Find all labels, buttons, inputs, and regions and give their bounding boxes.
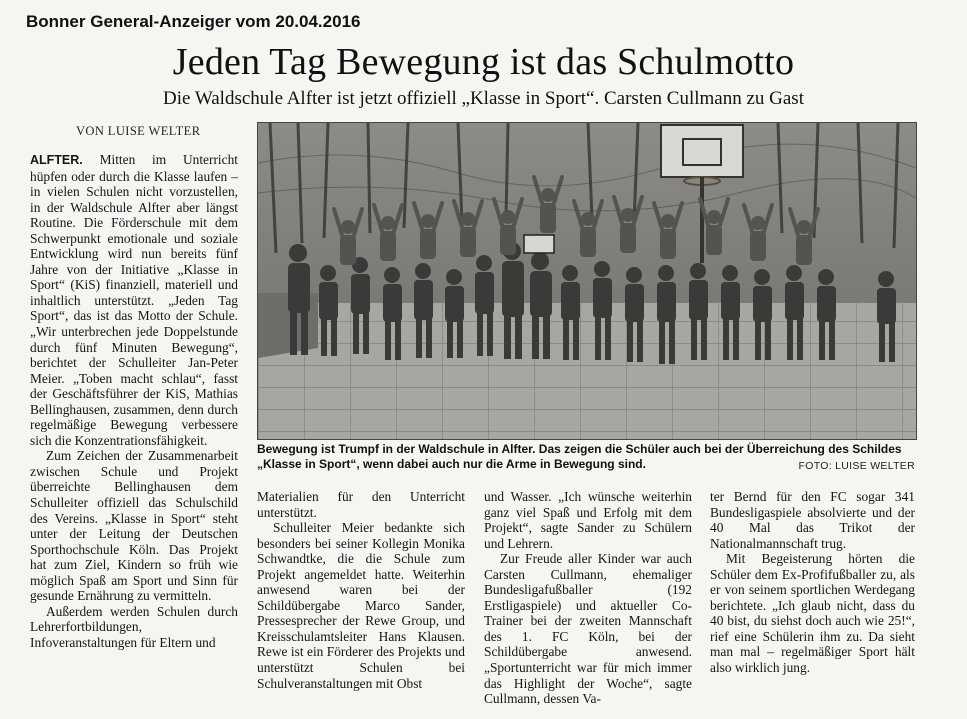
article-paragraph: Materialien für den Unterricht unterstützt.: [257, 489, 465, 520]
byline: VON LUISE WELTER: [76, 124, 201, 138]
paragraph-text: Mitten im Unterricht hüpfen oder durch die Klasse laufen – in vielen Schulen nicht vorzustellen, in der Waldschule Alfter aber längst Routine. Die Förderschule mit dem Schwerpunkt emotionale und soziale Entwicklung wird nun bereits fünf Jahre von der Initiative „Klasse in Sport“ (KiS) finanziell, materiell und inhaltlich unterstützt. „Jeden Tag Sport“, das ist das Motto der Schule. „Wir unterbrechen jede Doppelstunde durch fünf Minuten Bewegung“, berichtet der Schulleiter Jan-Peter Meier. „Toben macht schlau“, fasst der Geschäftsführer der KiS, Mathias Bellinghausen, zusammen, denn durch regelmäßige Bewegung verbessere sich die Konzentrationsfähigkeit.: [30, 152, 238, 448]
photo-caption: Bewegung ist Trumpf in der Waldschule in Alfter. Das zeigen die Schüler auch bei der Überreichung des Schildes „Klasse in Sport“, wenn dabei auch nur die Arme in Bewegung sind.: [257, 442, 902, 471]
article-paragraph: Schulleiter Meier bedankte sich besonders bei seiner Kollegin Monika Schwandtke, die die Schule zum Projekt angemeldet hatte. Weiterhin anwesend waren bei der Schildübergabe Marco Sander, Pressesprecher der Rewe Group, und Kreisschulamtsleiter Hans Klausen. Rewe ist ein Förderer des Projekts und unterstützt Schulen bei Schulveranstaltungen mit Obst: [257, 520, 465, 691]
group-photo-illustration: [258, 123, 916, 439]
article-column-4: [710, 489, 915, 676]
article-paragraph: Mit Begeisterung hörten die Schüler dem Ex-Profifußballer zu, als er von seinem sportlichen Werdegang berichtete. „Ich glaub nicht, dass du 40 bist, du siehst doch auch wie 25!“, rief eine Schülerin ihm zu. Da sieht man mal – regelmäßiger Sport hält also wirklich jung.: [710, 551, 915, 676]
article-column-3: [484, 489, 692, 707]
article-paragraph: Zum Zeichen der Zusammenarbeit zwischen Schule und Projekt überreichte Bellinghausen dem Schulleiter offiziell das Schulschild des Vereins. „Klasse in Sport“ steht unter der Leitung der Deutschen Sporthochschule Köln. Das Projekt hat zum Ziel, Kindern so früh wie möglich Spaß am Sport und Sinn für gesunde Ernährung zu vermitteln.: [30, 448, 238, 604]
headline: Jeden Tag Bewegung ist das Schulmotto: [172, 41, 795, 83]
newspaper-source-line: Bonner General-Anzeiger vom 20.04.2016: [26, 12, 361, 31]
article-column-1: [30, 152, 238, 651]
article-column-2: [257, 489, 465, 691]
article-paragraph: und Wasser. „Ich wünsche weiterhin ganz viel Spaß und Erfolg mit dem Projekt“, sagte Sander zu Schülern und Lehrern.: [484, 489, 692, 551]
dateline: ALFTER.: [30, 153, 83, 167]
subheadline: Die Waldschule Alfter ist jetzt offiziell „Klasse in Sport“. Carsten Cullmann zu Gast: [163, 88, 804, 109]
article-paragraph: Zur Freude aller Kinder war auch Carsten Cullmann, ehemaliger Bundesligafußballer (192 Erstligaspiele) und aktueller Co-Trainer bei der zweiten Mannschaft des 1. FC Köln, bei der Schildübergabe anwesend. „Sportunterricht war für mich immer das Highlight der Woche“, sagte Cullmann, dessen Va-: [484, 551, 692, 707]
photo-credit: FOTO: LUISE WELTER: [798, 460, 915, 472]
group-photo: [257, 122, 917, 440]
article-paragraph: [30, 152, 238, 448]
article-paragraph: ter Bernd für den FC sogar 341 Bundesligaspiele absolvierte und der 40 Mal das Trikot der Nationalmannschaft trug.: [710, 489, 915, 551]
article-paragraph: Außerdem werden Schulen durch Lehrerfortbildungen, Infoveranstaltungen für Eltern und: [30, 603, 238, 650]
